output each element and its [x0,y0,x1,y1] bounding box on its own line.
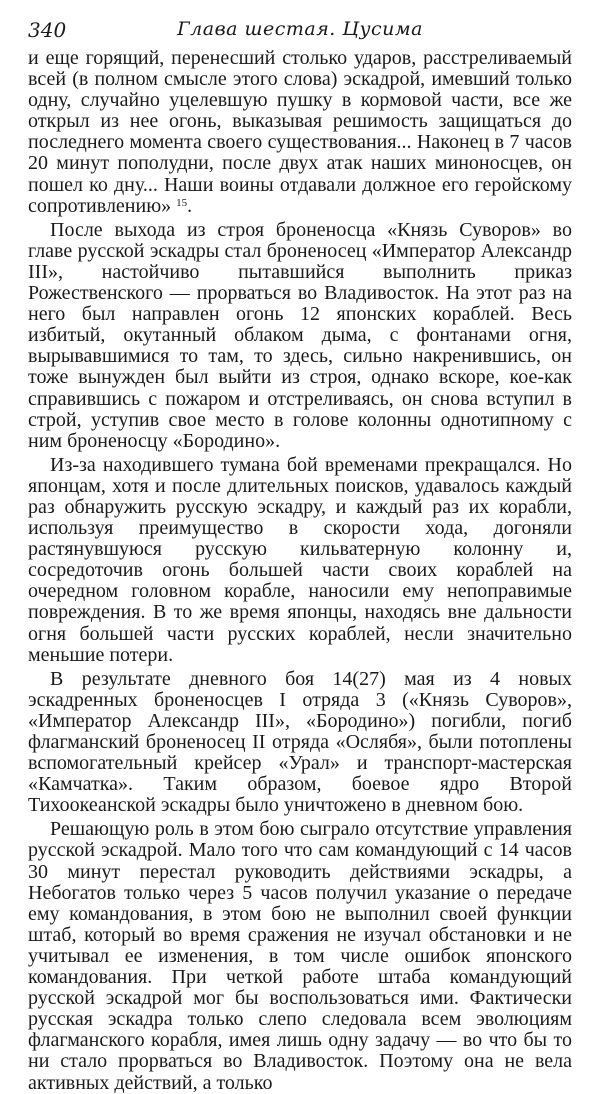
paragraph-text: и еще горящий, перенесший столько ударов, расстреливаемый всей (в полном смысле этого слова) эскадрой, имевший только одну, случайно уцелевшую пушку в кормовой части, все же открыл из нее огонь, выказывая решимость защищаться до последнего момента своего существования... Наконец в 7 часов 20 минут пополудни, после двух атак наших миноносцев, он пошел ко дну... Наши воины отдавали должное его геройскому сопротивлению» [28,47,572,217]
page-number: 340 [28,18,67,42]
body-text [28,48,572,1094]
footnote-marker: 15 [176,196,188,209]
paragraph: В результате дневного боя 14(27) мая из 4 новых эскадренных броненосцев I отряда 3 («Князь Суворов», «Император Александр III», «Бородино») погибли, погиб флагманский броненосец II отряда «Ослябя», были потоплены вспомогательный крейсер «Урал» и транспорт-мастерская «Камчатка». Таким образом, боевое ядро Второй Тихоокеанской эскадры было уничтожено в дневном бою. [28,667,572,817]
paragraph: Решающую роль в этом бою сыграло отсутствие управления русской эскадрой. Мало того что сам командующий с 14 часов 30 минут перестал руководить действиями эскадры, а Небогатов только через 5 часов получил указание о передаче ему командования, в этом бою не выполнил своей функции штаб, который во время сражения не изучал обстановки и не учитывал ее изменения, в том числе ошибок японского командования. При четкой работе штаба командующий русской эскадрой мог бы воспользоваться ими. Фактически русская эскадра только слепо следовала всем эволюциям флагманского корабля, имея лишь одну задачу — во что бы то ни стало прорваться во Владивосток. Поэтому она не вела активных действий, а только [28,818,572,1094]
page-header [28,14,572,48]
paragraph-tail: . [187,194,193,217]
running-head: Глава шестая. Цусима [177,18,423,40]
paragraph: После выхода из строя броненосца «Князь Суворов» во главе русской эскадры стал броненосец «Император Александр III», настойчиво пытавшийся выполнить приказ Рожественского — прорваться во Владивосток. На этот раз на него был направлен огонь 12 японских кораблей. Весь избитый, окутанный облаком дыма, с фонтанами огня, вырывавшимися то там, то здесь, сильно накренившись, он тоже вынужден был выйти из строя, однако вскоре, кое-как справившись с пожаром и отстреливаясь, он снова вступил в строй, уступив свое место в голове колонны однотипному с ним броненосцу «Бородино». [28,218,572,452]
paragraph: Из-за находившего тумана бой временами прекращался. Но японцам, хотя и после длительных поисков, удавалось каждый раз обнаружить русскую эскадру, и каждый раз их корабли, используя преимущество в скорости хода, догоняли растянувшуюся русскую кильватерную колонну и, сосредоточив огонь большей части своих кораблей на очередном головном корабле, наносили ему непоправимые повреждения. В то же время японцы, находясь вне дальности огня большей части русских кораблей, несли значительно меньшие потери. [28,453,572,666]
paragraph [28,48,572,217]
